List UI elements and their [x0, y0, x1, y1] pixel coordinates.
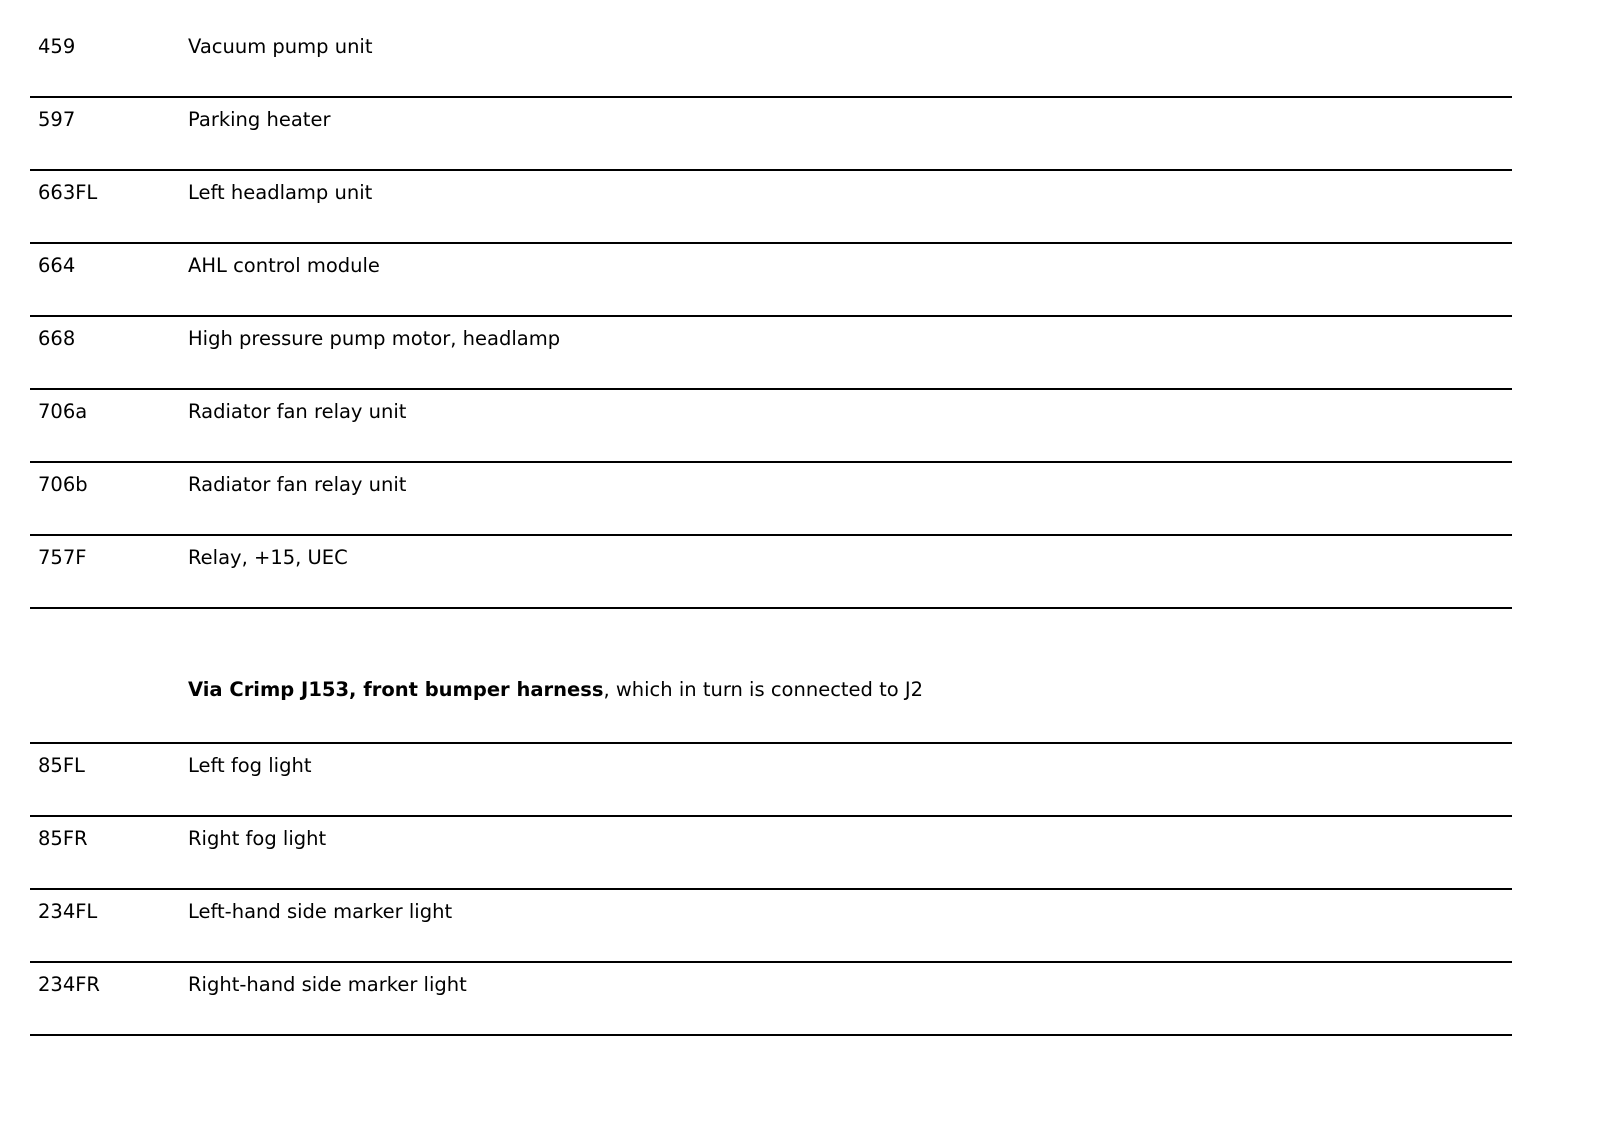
table-row — [30, 463, 1512, 536]
component-description: Left fog light — [188, 754, 312, 777]
component-description: AHL control module — [188, 254, 380, 277]
component-code: 85FR — [38, 827, 88, 850]
component-code: 706a — [38, 400, 88, 423]
section-heading-rest: , which in turn is connected to J2 — [603, 678, 924, 701]
component-code: 234FL — [38, 900, 98, 923]
component-code: 757F — [38, 546, 87, 569]
table-row — [30, 25, 1512, 98]
component-description: Left headlamp unit — [188, 181, 373, 204]
component-description: Left-hand side marker light — [188, 900, 453, 923]
component-description: Right-hand side marker light — [188, 973, 467, 996]
table-row — [30, 98, 1512, 171]
component-code: 706b — [38, 473, 88, 496]
table-row — [30, 817, 1512, 890]
component-code: 459 — [38, 35, 76, 58]
component-description: Relay, +15, UEC — [188, 546, 348, 569]
component-description: Radiator fan relay unit — [188, 400, 407, 423]
table-row — [30, 244, 1512, 317]
component-description: Radiator fan relay unit — [188, 473, 407, 496]
table-row — [30, 744, 1512, 817]
table-row — [30, 963, 1512, 1036]
component-code: 234FR — [38, 973, 100, 996]
table-row — [30, 171, 1512, 244]
table-row — [30, 890, 1512, 963]
component-description: High pressure pump motor, headlamp — [188, 327, 561, 350]
component-code: 597 — [38, 108, 76, 131]
table-spacer — [30, 671, 1512, 744]
table-row — [30, 536, 1512, 609]
component-code: 668 — [38, 327, 76, 350]
table-row — [30, 317, 1512, 390]
table-row — [30, 390, 1512, 463]
component-code: 85FL — [38, 754, 85, 777]
component-table-1 — [30, 25, 1512, 609]
component-code: 663FL — [38, 181, 98, 204]
component-table-2 — [30, 671, 1512, 1036]
component-description: Right fog light — [188, 827, 327, 850]
component-code: 664 — [38, 254, 76, 277]
component-description: Vacuum pump unit — [188, 35, 373, 58]
section-heading-bold: Via Crimp J153, front bumper harness — [188, 678, 604, 701]
component-description: Parking heater — [188, 108, 331, 131]
